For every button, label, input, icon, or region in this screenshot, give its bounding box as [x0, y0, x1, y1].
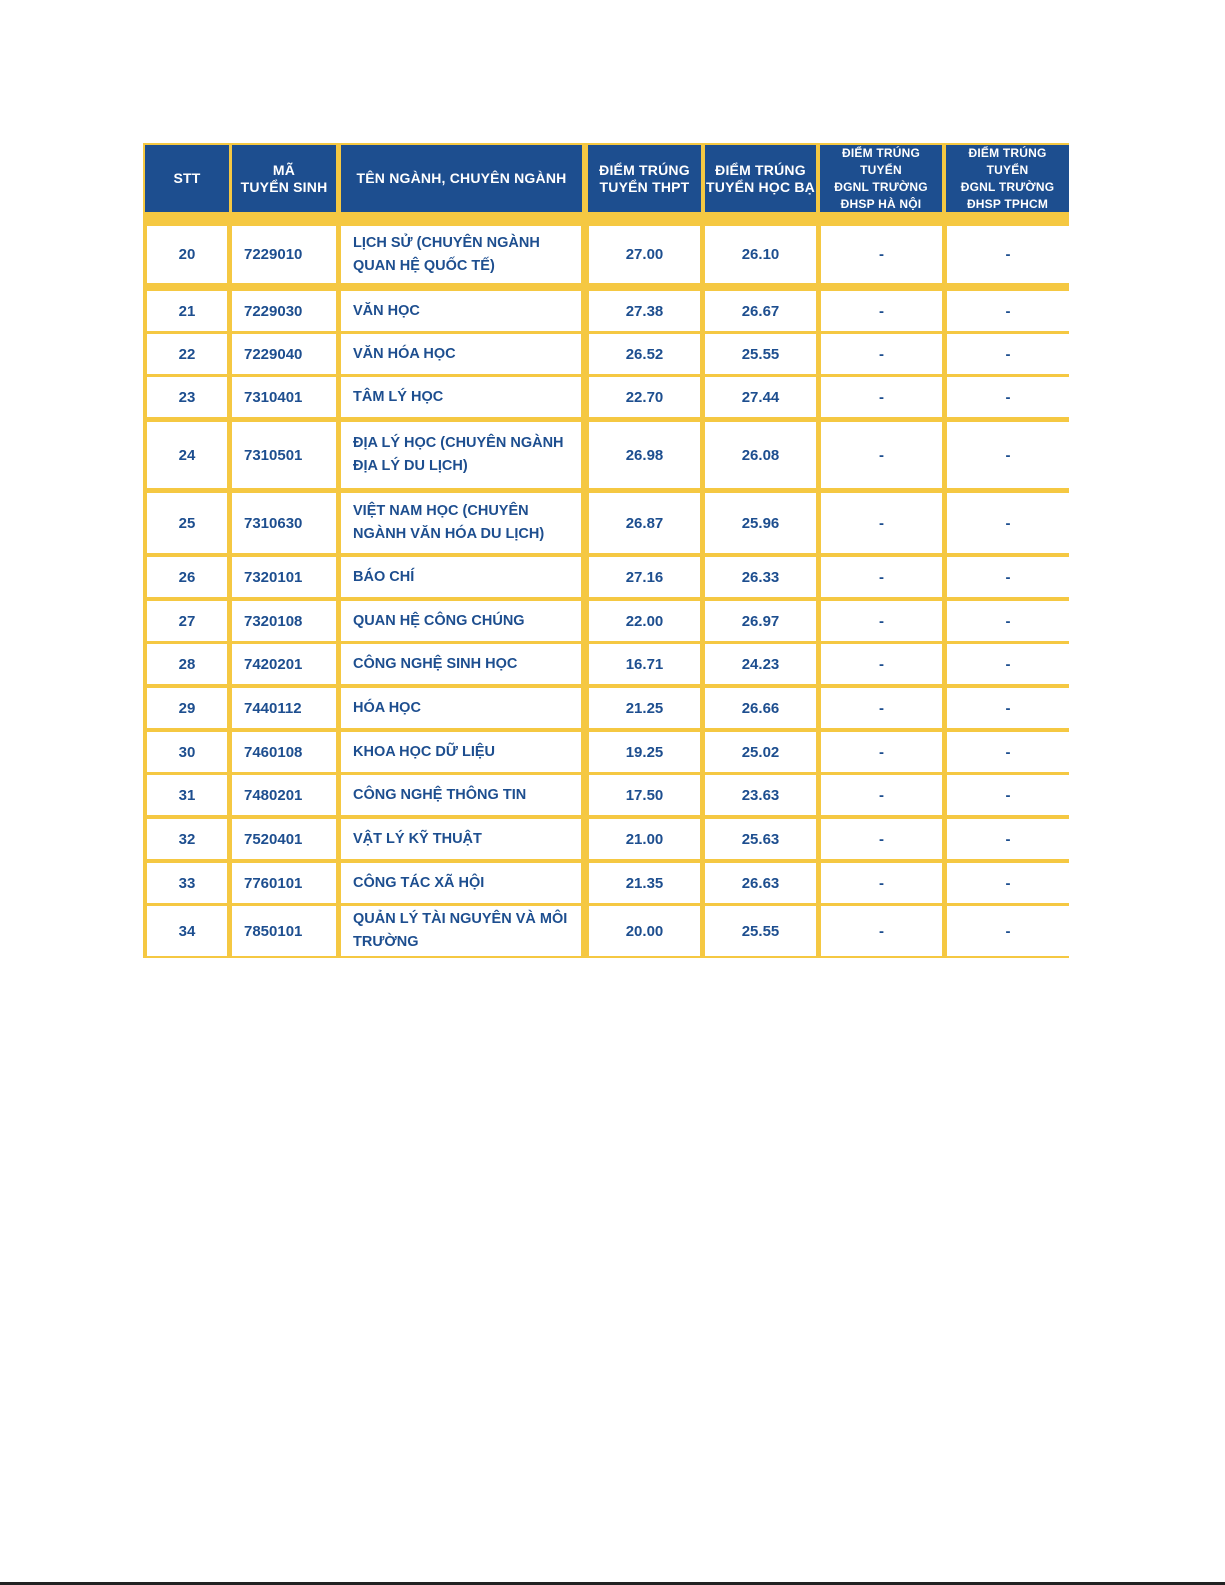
cell-dgnl-hanoi: -	[821, 601, 942, 641]
cell-dgnl-hanoi: -	[821, 863, 942, 903]
cell-stt: 31	[147, 775, 227, 815]
cell-diem-hoc-ba: 26.33	[705, 557, 816, 597]
cell-stt: 20	[147, 226, 227, 283]
cell-ma-tuyen-sinh: 7310501	[232, 422, 336, 488]
cell-dgnl-hanoi: -	[821, 557, 942, 597]
table-row	[143, 863, 1069, 903]
table-row	[143, 557, 1069, 597]
cell-diem-hoc-ba: 26.10	[705, 226, 816, 283]
table-row	[143, 732, 1069, 772]
cell-ma-tuyen-sinh: 7420201	[232, 644, 336, 684]
cell-stt: 25	[147, 493, 227, 553]
cell-ten-nganh: VIỆT NAM HỌC (CHUYÊN NGÀNH VĂN HÓA DU LỊCH)	[341, 493, 581, 553]
cell-ma-tuyen-sinh: 7320101	[232, 557, 336, 597]
header-ma-tuyen-sinh: MÃ TUYỂN SINH	[232, 145, 336, 212]
table-header	[143, 143, 1069, 216]
cell-ten-nganh: TÂM LÝ HỌC	[341, 377, 581, 417]
table-row	[143, 493, 1069, 553]
cell-dgnl-tphcm: -	[947, 557, 1069, 597]
header-stt: STT	[145, 145, 229, 212]
cell-ma-tuyen-sinh: 7310401	[232, 377, 336, 417]
cell-diem-thpt: 20.00	[589, 906, 700, 956]
cell-stt: 32	[147, 819, 227, 859]
cell-dgnl-hanoi: -	[821, 377, 942, 417]
cell-diem-hoc-ba: 25.55	[705, 334, 816, 374]
cell-ten-nganh: CÔNG TÁC XÃ HỘI	[341, 863, 581, 903]
cell-stt: 28	[147, 644, 227, 684]
cell-ma-tuyen-sinh: 7440112	[232, 688, 336, 728]
cell-dgnl-tphcm: -	[947, 291, 1069, 331]
cell-dgnl-tphcm: -	[947, 226, 1069, 283]
cell-diem-thpt: 26.87	[589, 493, 700, 553]
cell-diem-thpt: 26.52	[589, 334, 700, 374]
cell-diem-hoc-ba: 26.97	[705, 601, 816, 641]
cell-stt: 29	[147, 688, 227, 728]
table-row	[143, 775, 1069, 815]
cell-ma-tuyen-sinh: 7320108	[232, 601, 336, 641]
cell-ten-nganh: CÔNG NGHỆ THÔNG TIN	[341, 775, 581, 815]
cell-dgnl-hanoi: -	[821, 422, 942, 488]
cell-diem-hoc-ba: 23.63	[705, 775, 816, 815]
header-diem-hoc-ba: ĐIỂM TRÚNG TUYỂN HỌC BẠ	[705, 145, 816, 212]
cell-ma-tuyen-sinh: 7520401	[232, 819, 336, 859]
cell-stt: 26	[147, 557, 227, 597]
cell-dgnl-hanoi: -	[821, 226, 942, 283]
cell-dgnl-hanoi: -	[821, 334, 942, 374]
cell-diem-hoc-ba: 27.44	[705, 377, 816, 417]
cell-dgnl-tphcm: -	[947, 732, 1069, 772]
cell-dgnl-hanoi: -	[821, 906, 942, 956]
cell-diem-thpt: 21.00	[589, 819, 700, 859]
cell-diem-thpt: 27.00	[589, 226, 700, 283]
admission-scores-table	[143, 143, 1069, 958]
cell-ten-nganh: VẬT LÝ KỸ THUẬT	[341, 819, 581, 859]
cell-diem-hoc-ba: 25.96	[705, 493, 816, 553]
cell-dgnl-tphcm: -	[947, 644, 1069, 684]
cell-ten-nganh: ĐỊA LÝ HỌC (CHUYÊN NGÀNH ĐỊA LÝ DU LỊCH)	[341, 422, 581, 488]
cell-diem-hoc-ba: 26.08	[705, 422, 816, 488]
cell-dgnl-tphcm: -	[947, 377, 1069, 417]
cell-ten-nganh: HÓA HỌC	[341, 688, 581, 728]
cell-diem-hoc-ba: 25.63	[705, 819, 816, 859]
cell-diem-thpt: 21.25	[589, 688, 700, 728]
cell-diem-thpt: 27.38	[589, 291, 700, 331]
header-dgnl-tphcm: ĐIỂM TRÚNG TUYỂN ĐGNL TRƯỜNG ĐHSP TPHCM	[946, 145, 1069, 212]
table-row	[143, 601, 1069, 641]
cell-ten-nganh: LỊCH SỬ (CHUYÊN NGÀNH QUAN HỆ QUỐC TẾ)	[341, 226, 581, 283]
cell-stt: 23	[147, 377, 227, 417]
table-row	[143, 819, 1069, 859]
cell-diem-hoc-ba: 26.67	[705, 291, 816, 331]
cell-dgnl-hanoi: -	[821, 732, 942, 772]
cell-diem-thpt: 17.50	[589, 775, 700, 815]
cell-ten-nganh: BÁO CHÍ	[341, 557, 581, 597]
cell-dgnl-tphcm: -	[947, 334, 1069, 374]
cell-stt: 34	[147, 906, 227, 956]
cell-dgnl-tphcm: -	[947, 422, 1069, 488]
cell-dgnl-tphcm: -	[947, 688, 1069, 728]
cell-diem-thpt: 16.71	[589, 644, 700, 684]
table-row	[143, 377, 1069, 417]
cell-dgnl-hanoi: -	[821, 644, 942, 684]
cell-dgnl-hanoi: -	[821, 775, 942, 815]
cell-diem-thpt: 21.35	[589, 863, 700, 903]
cell-dgnl-tphcm: -	[947, 819, 1069, 859]
cell-stt: 21	[147, 291, 227, 331]
header-diem-thpt: ĐIỂM TRÚNG TUYỂN THPT	[588, 145, 701, 212]
cell-dgnl-hanoi: -	[821, 688, 942, 728]
header-ten-nganh: TÊN NGÀNH, CHUYÊN NGÀNH	[341, 145, 582, 212]
cell-ten-nganh: QUAN HỆ CÔNG CHÚNG	[341, 601, 581, 641]
cell-diem-thpt: 22.70	[589, 377, 700, 417]
table-row	[143, 291, 1069, 331]
cell-diem-thpt: 26.98	[589, 422, 700, 488]
cell-stt: 24	[147, 422, 227, 488]
table-row	[143, 688, 1069, 728]
cell-ma-tuyen-sinh: 7229040	[232, 334, 336, 374]
cell-dgnl-tphcm: -	[947, 775, 1069, 815]
cell-dgnl-tphcm: -	[947, 906, 1069, 956]
cell-diem-hoc-ba: 26.66	[705, 688, 816, 728]
cell-ten-nganh: CÔNG NGHỆ SINH HỌC	[341, 644, 581, 684]
cell-ma-tuyen-sinh: 7310630	[232, 493, 336, 553]
cell-stt: 33	[147, 863, 227, 903]
table-row	[143, 422, 1069, 488]
cell-dgnl-tphcm: -	[947, 601, 1069, 641]
cell-ma-tuyen-sinh: 7229010	[232, 226, 336, 283]
cell-diem-thpt: 19.25	[589, 732, 700, 772]
cell-dgnl-tphcm: -	[947, 863, 1069, 903]
cell-ma-tuyen-sinh: 7460108	[232, 732, 336, 772]
cell-diem-hoc-ba: 25.02	[705, 732, 816, 772]
cell-ten-nganh: VĂN HỌC	[341, 291, 581, 331]
cell-stt: 22	[147, 334, 227, 374]
cell-diem-hoc-ba: 26.63	[705, 863, 816, 903]
header-dgnl-hanoi: ĐIỂM TRÚNG TUYỂN ĐGNL TRƯỜNG ĐHSP HÀ NỘI	[820, 145, 942, 212]
cell-ten-nganh: QUẢN LÝ TÀI NGUYÊN VÀ MÔI TRƯỜNG	[341, 906, 581, 956]
table-row	[143, 334, 1069, 374]
cell-stt: 27	[147, 601, 227, 641]
table-row	[143, 644, 1069, 684]
cell-diem-thpt: 27.16	[589, 557, 700, 597]
cell-diem-hoc-ba: 25.55	[705, 906, 816, 956]
cell-ten-nganh: KHOA HỌC DỮ LIỆU	[341, 732, 581, 772]
cell-ten-nganh: VĂN HÓA HỌC	[341, 334, 581, 374]
cell-dgnl-tphcm: -	[947, 493, 1069, 553]
cell-diem-hoc-ba: 24.23	[705, 644, 816, 684]
cell-diem-thpt: 22.00	[589, 601, 700, 641]
cell-dgnl-hanoi: -	[821, 291, 942, 331]
cell-dgnl-hanoi: -	[821, 819, 942, 859]
cell-ma-tuyen-sinh: 7850101	[232, 906, 336, 956]
cell-ma-tuyen-sinh: 7760101	[232, 863, 336, 903]
cell-dgnl-hanoi: -	[821, 493, 942, 553]
table-row	[143, 226, 1069, 283]
cell-stt: 30	[147, 732, 227, 772]
cell-ma-tuyen-sinh: 7480201	[232, 775, 336, 815]
cell-ma-tuyen-sinh: 7229030	[232, 291, 336, 331]
table-row	[143, 906, 1069, 956]
